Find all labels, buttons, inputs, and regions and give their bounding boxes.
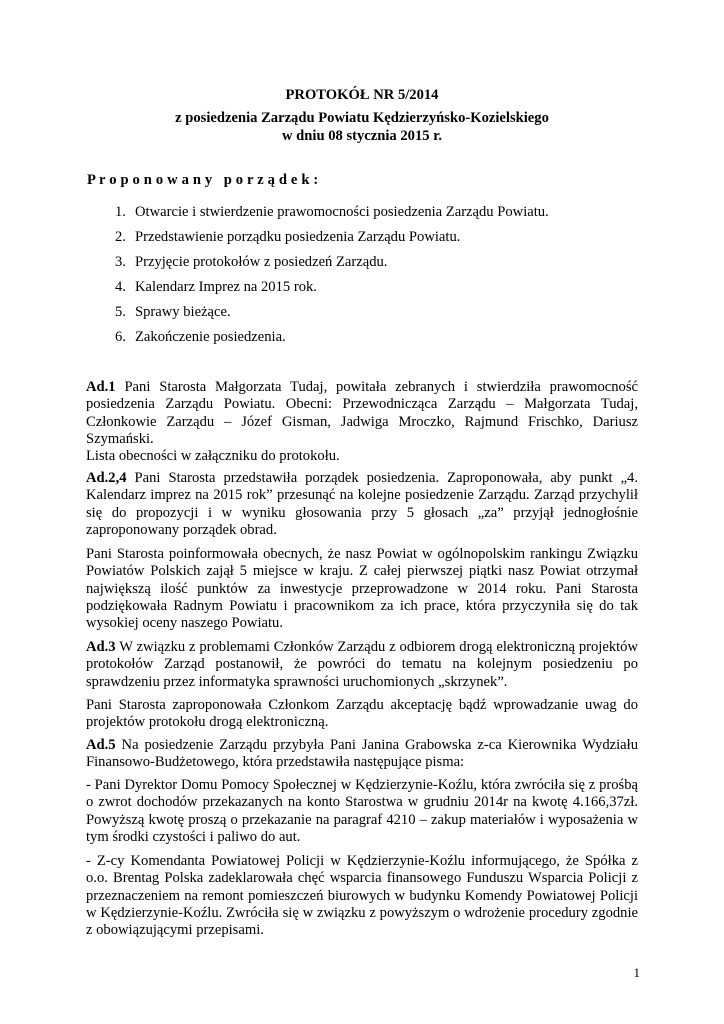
agenda-item (0, 254, 724, 279)
agenda-item-text: Kalendarz Imprez na 2015 rok. (135, 279, 317, 295)
agenda-item (0, 279, 724, 304)
agenda-item (0, 204, 724, 229)
agenda-list (0, 204, 724, 354)
agenda-item-number: 4. (115, 279, 126, 295)
section-ad3 (86, 639, 638, 691)
subtitle-meeting: z posiedzenia Zarządu Powiatu Kędzierzyńsko-Kozielskiego (175, 110, 549, 126)
agenda-item-number: 2. (115, 229, 126, 245)
section-label: Ad.5 (86, 737, 116, 753)
attendance-note: Lista obecności w załączniku do protokołu. (86, 448, 340, 464)
section-text: Na posiedzenie Zarządu przybyła Pani Janina Grabowska z-ca Kierownika Wydziału Finansowo-Budżetowego, która przedstawiła następujące pisma: (86, 737, 638, 771)
section-ad1-body (86, 379, 638, 448)
agenda-heading: P r o p o n o w a n y p o r z ą d e k : (87, 172, 319, 188)
agenda-item-number: 3. (115, 254, 126, 270)
agenda-item-text: Zakończenie posiedzenia. (135, 329, 286, 345)
agenda-item (0, 229, 724, 254)
agenda-item (0, 304, 724, 329)
section-label: Ad.2,4 (86, 470, 127, 486)
agenda-item-text: Otwarcie i stwierdzenie prawomocności posiedzenia Zarządu Powiatu. (135, 204, 549, 220)
section-ad24 (86, 470, 638, 539)
document-title: PROTOKÓŁ NR 5/2014 (285, 87, 439, 103)
ranking-paragraph: Pani Starosta poinformowała obecnych, że nasz Powiat w ogólnopolskim rankingu Związku Powiatów Polskich zajął 5 miejsce w kraju. Z całej pierwszej piątki nasz Powiat otrzymał największą ilość punktów za inwestycje przeprowadzone w 2014 roku. Pani Starosta podziękowała Radnym Powiatu i pracownikom za ich prace, która przyczyniła się do tak wysokiej oceny naszego Powiatu. (86, 546, 638, 631)
proposal-paragraph: Pani Starosta zaproponowała Członkom Zarządu akceptację bądź wprowadzanie uwag do projektów protokołu drogą elektroniczną. (86, 697, 638, 731)
agenda-item-number: 1. (115, 204, 126, 220)
section-text: Pani Starosta Małgorzata Tudaj, powitała zebranych i stwierdziła prawomocność posiedzenia Zarządu Powiatu. Obecni: Przewodnicząca Zarządu – Małgorzata Tudaj, Członkowie Zarządu – Józef Gisman, Jadwiga Mroczko, Rajmund Frischko, Dariusz Szymański. (86, 379, 638, 447)
section-text: Pani Starosta przedstawiła porządek posiedzenia. Zaproponowała, aby punkt „4. Kalendarz imprez na 2015 rok” przesunąć na kolejne posiedzenie Zarządu. Zarząd przychylił się do propozycji i w wyniku głosowania przy 5 głosach „za” przyjął jednogłośnie zaproponowany porządek obrad. (86, 470, 639, 538)
subtitle-date: w dniu 08 stycznia 2015 r. (281, 128, 442, 144)
document-subtitle (86, 109, 638, 145)
agenda-item (0, 329, 724, 354)
section-ad5 (86, 737, 638, 772)
letter-item-dps: - Pani Dyrektor Domu Pomocy Społecznej w Kędzierzynie-Koźlu, która zwróciła się z prośbą o zwrot dochodów przekazanych na konto Starostwa w grudniu 2014r na kwotę 4.166,37zł. Powyższą kwotę proszą o przekazanie na paragraf 4210 – zakup materiałów i wyposażenia w tym środki czystości i paliwo do aut. (86, 777, 638, 845)
letter-item-police: - Z-cy Komendanta Powiatowej Policji w Kędzierzynie-Koźlu informującego, że Spółka z o.o. Brentag Polska zadeklarowała chęć wsparcia finansowego Funduszu Wsparcia Policji z przeznaczeniem na remont pomieszczeń biurowych w budynku Komendy Powiatowej Policji w Kędzierzynie-Koźlu. Zwróciła się w związku z powyższym o wdrożenie procedury zgodnie z obowiązującymi przepisami. (86, 853, 638, 938)
section-label: Ad.1 (86, 379, 116, 395)
agenda-item-text: Sprawy bieżące. (135, 304, 231, 320)
section-text: W związku z problemami Członków Zarządu z odbiorem drogą elektroniczną projektów protokołów Zarząd postanowił, że powróci do tematu na kolejnym posiedzeniu po sprawdzeniu przez informatyka sprawności uruchomionych „skrzynek”. (86, 639, 639, 690)
agenda-item-text: Przedstawienie porządku posiedzenia Zarządu Powiatu. (135, 229, 461, 245)
section-label: Ad.3 (86, 639, 116, 655)
page-number: 1 (633, 965, 640, 980)
section-ad1 (86, 379, 638, 465)
agenda-item-number: 6. (115, 329, 126, 345)
agenda-item-number: 5. (115, 304, 126, 320)
agenda-item-text: Przyjęcie protokołów z posiedzeń Zarządu. (135, 254, 388, 270)
